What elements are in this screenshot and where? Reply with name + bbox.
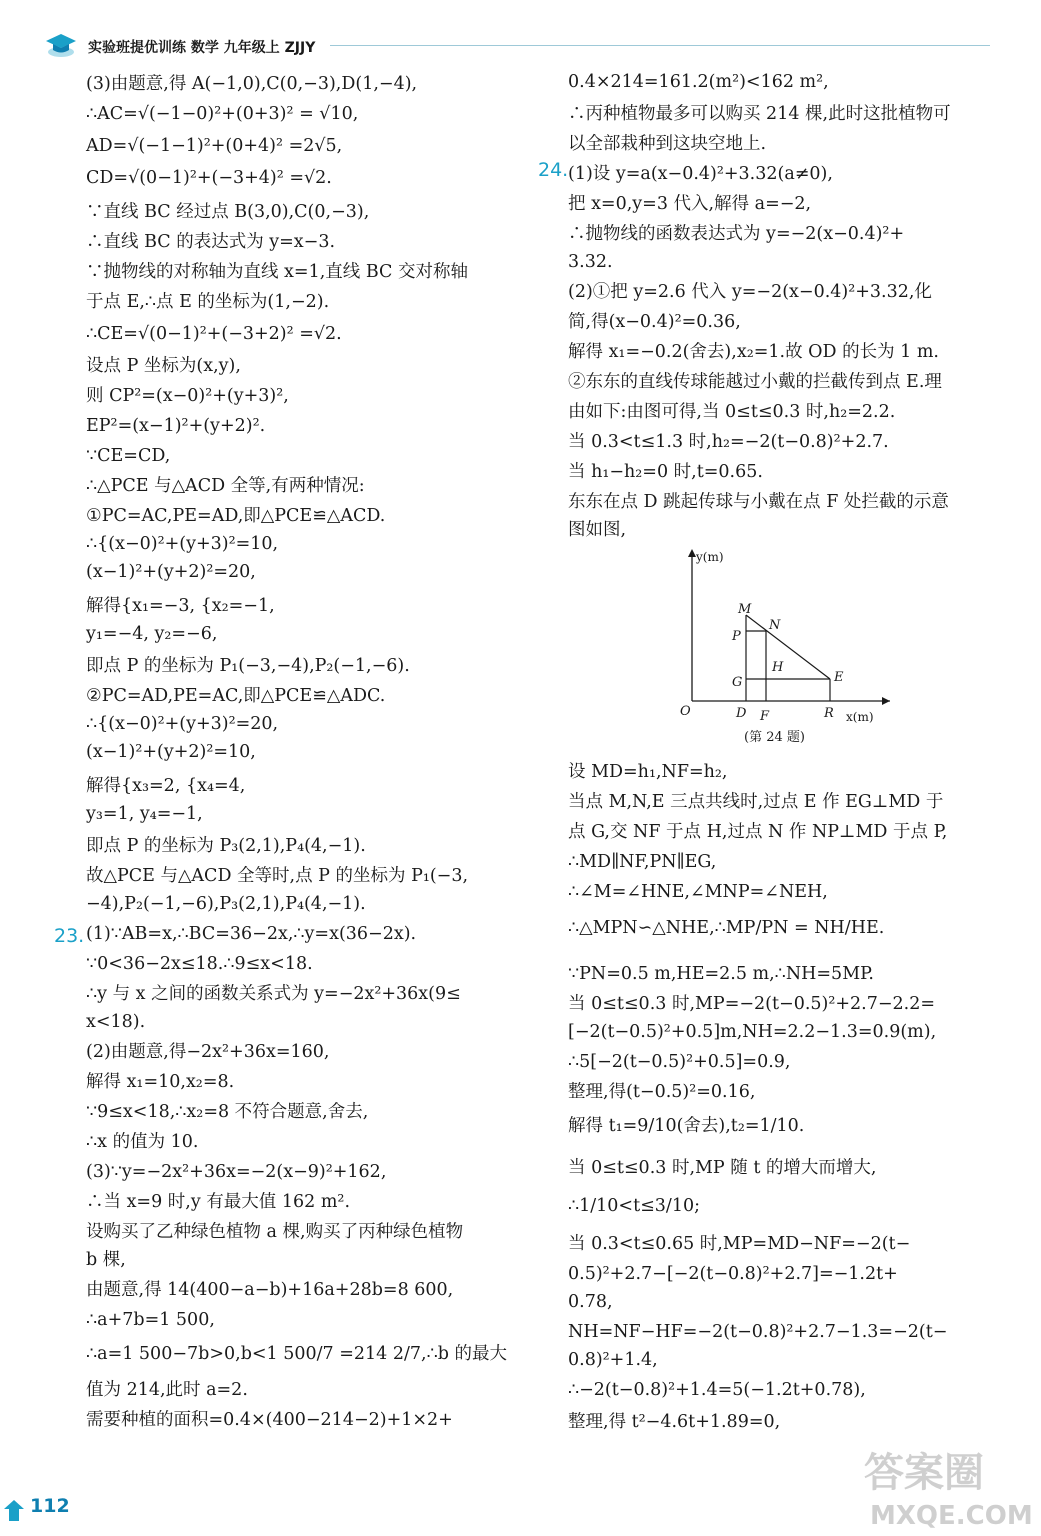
text-line: 于点 E,∴点 E 的坐标为(1,−2). (86, 292, 330, 312)
text-line: ∵抛物线的对称轴为直线 x=1,直线 BC 交对称轴 (86, 262, 468, 282)
text-line: CD=√(0−1)²+(−3+4)² =√2. (86, 168, 332, 188)
text-line: (x−1)²+(y+2)²=20, (86, 562, 256, 582)
text-line: (1)∵AB=x,∴BC=36−2x,∴y=x(36−2x). (86, 924, 417, 944)
text-line: 值为 214,此时 a=2. (86, 1380, 248, 1400)
text-line: 设点 P 坐标为(x,y), (86, 356, 241, 376)
text-line: ∴{(x−0)²+(y+3)²=10, (86, 534, 279, 554)
text-line: 由题意,得 14(400−a−b)+16a+28b=8 600, (86, 1280, 454, 1300)
text-line: ∴MD∥NF,PN∥EG, (568, 852, 717, 872)
text-line: (2)由题意,得−2x²+36x=160, (86, 1042, 330, 1062)
text-line: 东东在点 D 跳起传球与小戴在点 F 处拦截的示意 (568, 492, 949, 512)
label-g: G (732, 675, 743, 690)
text-line: ∴△MPN∽△NHE,∴MP/PN = NH/HE. (568, 918, 885, 938)
text-line: 需要种植的面积=0.4×(400−214−2)+1×2+ (86, 1410, 453, 1430)
label-d: D (736, 706, 747, 721)
text-line: b 棵, (86, 1250, 126, 1270)
text-line: ∴丙种植物最多可以购买 214 棵,此时这批植物可 (568, 104, 951, 124)
text-line: 点 G,交 NF 于点 H,过点 N 作 NP⊥MD 于点 P, (568, 822, 948, 842)
label-m: M (738, 602, 752, 617)
text-line: 解得{x₃=2, {x₄=4, (86, 776, 246, 796)
text-line: 解得 x₁=−0.2(舍去),x₂=1.故 OD 的长为 1 m. (568, 342, 939, 362)
text-line: AD=√(−1−1)²+(0+4)² =2√5, (86, 136, 343, 156)
text-line: 解得{x₁=−3, {x₂=−1, (86, 596, 275, 616)
text-line: ∴当 x=9 时,y 有最大值 162 m². (86, 1192, 351, 1212)
text-line: ∴AC=√(−1−0)²+(0+3)² = √10, (86, 104, 359, 124)
text-line: [−2(t−0.5)²+0.5]m,NH=2.2−1.3=0.9(m), (568, 1022, 937, 1042)
label-f: F (760, 709, 770, 724)
graduation-cap-icon (44, 32, 78, 58)
text-line: 当点 M,N,E 三点共线时,过点 E 作 EG⊥MD 于 (568, 792, 944, 812)
text-line: ②PC=AD,PE=AC,即△PCE≌△ADC. (86, 686, 386, 706)
text-line: ∴直线 BC 的表达式为 y=x−3. (86, 232, 336, 252)
text-line: 解得 t₁=9/10(舍去),t₂=1/10. (568, 1116, 805, 1136)
x-axis-label: x(m) (846, 710, 874, 724)
text-line: 图如图, (568, 520, 627, 540)
text-line: ∴−2(t−0.8)²+1.4=5(−1.2t+0.78), (568, 1380, 866, 1400)
text-line: 则 CP²=(x−0)²+(y+3)², (86, 386, 289, 406)
text-line: 以全部栽种到这块空地上. (568, 134, 767, 154)
text-line: 把 x=0,y=3 代入,解得 a=−2, (568, 194, 812, 214)
text-line: 当 0.3<t≤1.3 时,h₂=−2(t−0.8)²+2.7. (568, 432, 889, 452)
text-line: ∴x 的值为 10. (86, 1132, 199, 1152)
text-line: 当 h₁−h₂=0 时,t=0.65. (568, 462, 763, 482)
text-line: (x−1)²+(y+2)²=10, (86, 742, 256, 762)
text-line: ∵CE=CD, (86, 446, 171, 466)
text-line: 设购买了乙种绿色植物 a 棵,购买了丙种绿色植物 (86, 1222, 464, 1242)
text-line: 0.8)²+1.4, (568, 1350, 658, 1370)
text-line: ∴∠M=∠HNE,∠MNP=∠NEH, (568, 882, 828, 902)
text-line: ∴{(x−0)²+(y+3)²=20, (86, 714, 279, 734)
text-line: 3.32. (568, 252, 613, 272)
question-number-23: 23. (54, 925, 85, 947)
text-line: 当 0.3<t≤0.65 时,MP=MD−NF=−2(t− (568, 1234, 911, 1254)
text-line: −4),P₂(−1,−6),P₃(2,1),P₄(4,−1). (86, 894, 366, 914)
text-line: ②东东的直线传球能越过小戴的拦截传到点 E.理 (568, 372, 942, 392)
text-line: 0.4×214=161.2(m²)<162 m², (568, 72, 829, 92)
x-axis-arrow-icon (882, 697, 890, 705)
text-line: 0.5)²+2.7−[−2(t−0.8)²+2.7]=−1.2t+ (568, 1264, 898, 1284)
label-p: P (732, 629, 741, 644)
text-line: ∴y 与 x 之间的函数关系式为 y=−2x²+36x(9≤ (86, 984, 461, 1004)
text-line: y₃=1, y₄=−1, (86, 804, 203, 824)
label-o: O (680, 704, 691, 719)
text-line: ∴a+7b=1 500, (86, 1310, 215, 1330)
text-line: 设 MD=h₁,NF=h₂, (568, 762, 728, 782)
text-line: (3)由题意,得 A(−1,0),C(0,−3),D(1,−4), (86, 74, 418, 94)
text-line: 当 0≤t≤0.3 时,MP=−2(t−0.5)²+2.7−2.2= (568, 994, 936, 1014)
page-header (40, 30, 1000, 62)
label-n: N (769, 618, 781, 633)
text-line: (2)①把 y=2.6 代入 y=−2(x−0.4)²+3.32,化 (568, 282, 932, 302)
segment-me (746, 615, 830, 679)
text-line: ∴CE=√(0−1)²+(−3+2)² =√2. (86, 324, 342, 344)
text-line: NH=NF−HF=−2(t−0.8)²+2.7−1.3=−2(t− (568, 1322, 948, 1342)
question-number-24: 24. (538, 159, 569, 181)
label-h: H (772, 660, 784, 675)
y-axis-arrow-icon (688, 549, 696, 557)
text-line: 即点 P 的坐标为 P₃(2,1),P₄(4,−1). (86, 836, 366, 856)
text-line: ∴抛物线的函数表达式为 y=−2(x−0.4)²+ (568, 224, 905, 244)
text-line: ∴5[−2(t−0.5)²+0.5]=0.9, (568, 1052, 791, 1072)
text-line: 0.78, (568, 1292, 613, 1312)
figure-24-diagram (668, 545, 898, 775)
watermark-line2: MXQE.COM (870, 1501, 1033, 1531)
text-line: 当 0≤t≤0.3 时,MP 随 t 的增大而增大, (568, 1158, 877, 1178)
header-title: 实验班提优训练 数学 九年级上 ZJJY (88, 40, 316, 56)
watermark-logo (850, 1440, 1040, 1532)
text-line: 故△PCE 与△ACD 全等时,点 P 的坐标为 P₁(−3, (86, 866, 469, 886)
y-axis-label: y(m) (696, 550, 724, 564)
text-line: (3)∵y=−2x²+36x=−2(x−9)²+162, (86, 1162, 387, 1182)
text-line: y₁=−4, y₂=−6, (86, 624, 218, 644)
text-line: ∵0<36−2x≤18.∴9≤x<18. (86, 954, 313, 974)
text-line: 解得 x₁=10,x₂=8. (86, 1072, 235, 1092)
header-divider (330, 45, 990, 46)
page-number: 112 (30, 1495, 70, 1517)
watermark-line1: 答案圈 (864, 1450, 984, 1496)
text-line: 整理,得(t−0.5)²=0.16, (568, 1082, 756, 1102)
text-line: 即点 P 的坐标为 P₁(−3,−4),P₂(−1,−6). (86, 656, 410, 676)
text-line: 由如下:由图可得,当 0≤t≤0.3 时,h₂=2.2. (568, 402, 896, 422)
label-r: R (824, 706, 834, 721)
text-line: ∵PN=0.5 m,HE=2.5 m,∴NH=5MP. (568, 964, 874, 984)
text-line: ∵9≤x<18,∴x₂=8 不符合题意,舍去, (86, 1102, 369, 1122)
text-line: ∴△PCE 与△ACD 全等,有两种情况: (86, 476, 365, 496)
text-line: ①PC=AC,PE=AD,即△PCE≌△ACD. (86, 506, 386, 526)
label-e: E (834, 670, 844, 685)
text-line: EP²=(x−1)²+(y+2)². (86, 416, 266, 436)
text-line: x<18). (86, 1012, 146, 1032)
text-line: ∴1/10<t≤3/10; (568, 1196, 700, 1216)
text-line: ∵直线 BC 经过点 B(3,0),C(0,−3), (86, 202, 370, 222)
text-line: 简,得(x−0.4)²=0.36, (568, 312, 741, 332)
text-line: (1)设 y=a(x−0.4)²+3.32(a≠0), (568, 164, 833, 184)
text-line: 整理,得 t²−4.6t+1.89=0, (568, 1412, 781, 1432)
text-line: ∴a=1 500−7b>0,b<1 500/7 =214 2/7,∴b 的最大 (86, 1344, 507, 1364)
figure-caption: (第 24 题) (744, 730, 805, 745)
